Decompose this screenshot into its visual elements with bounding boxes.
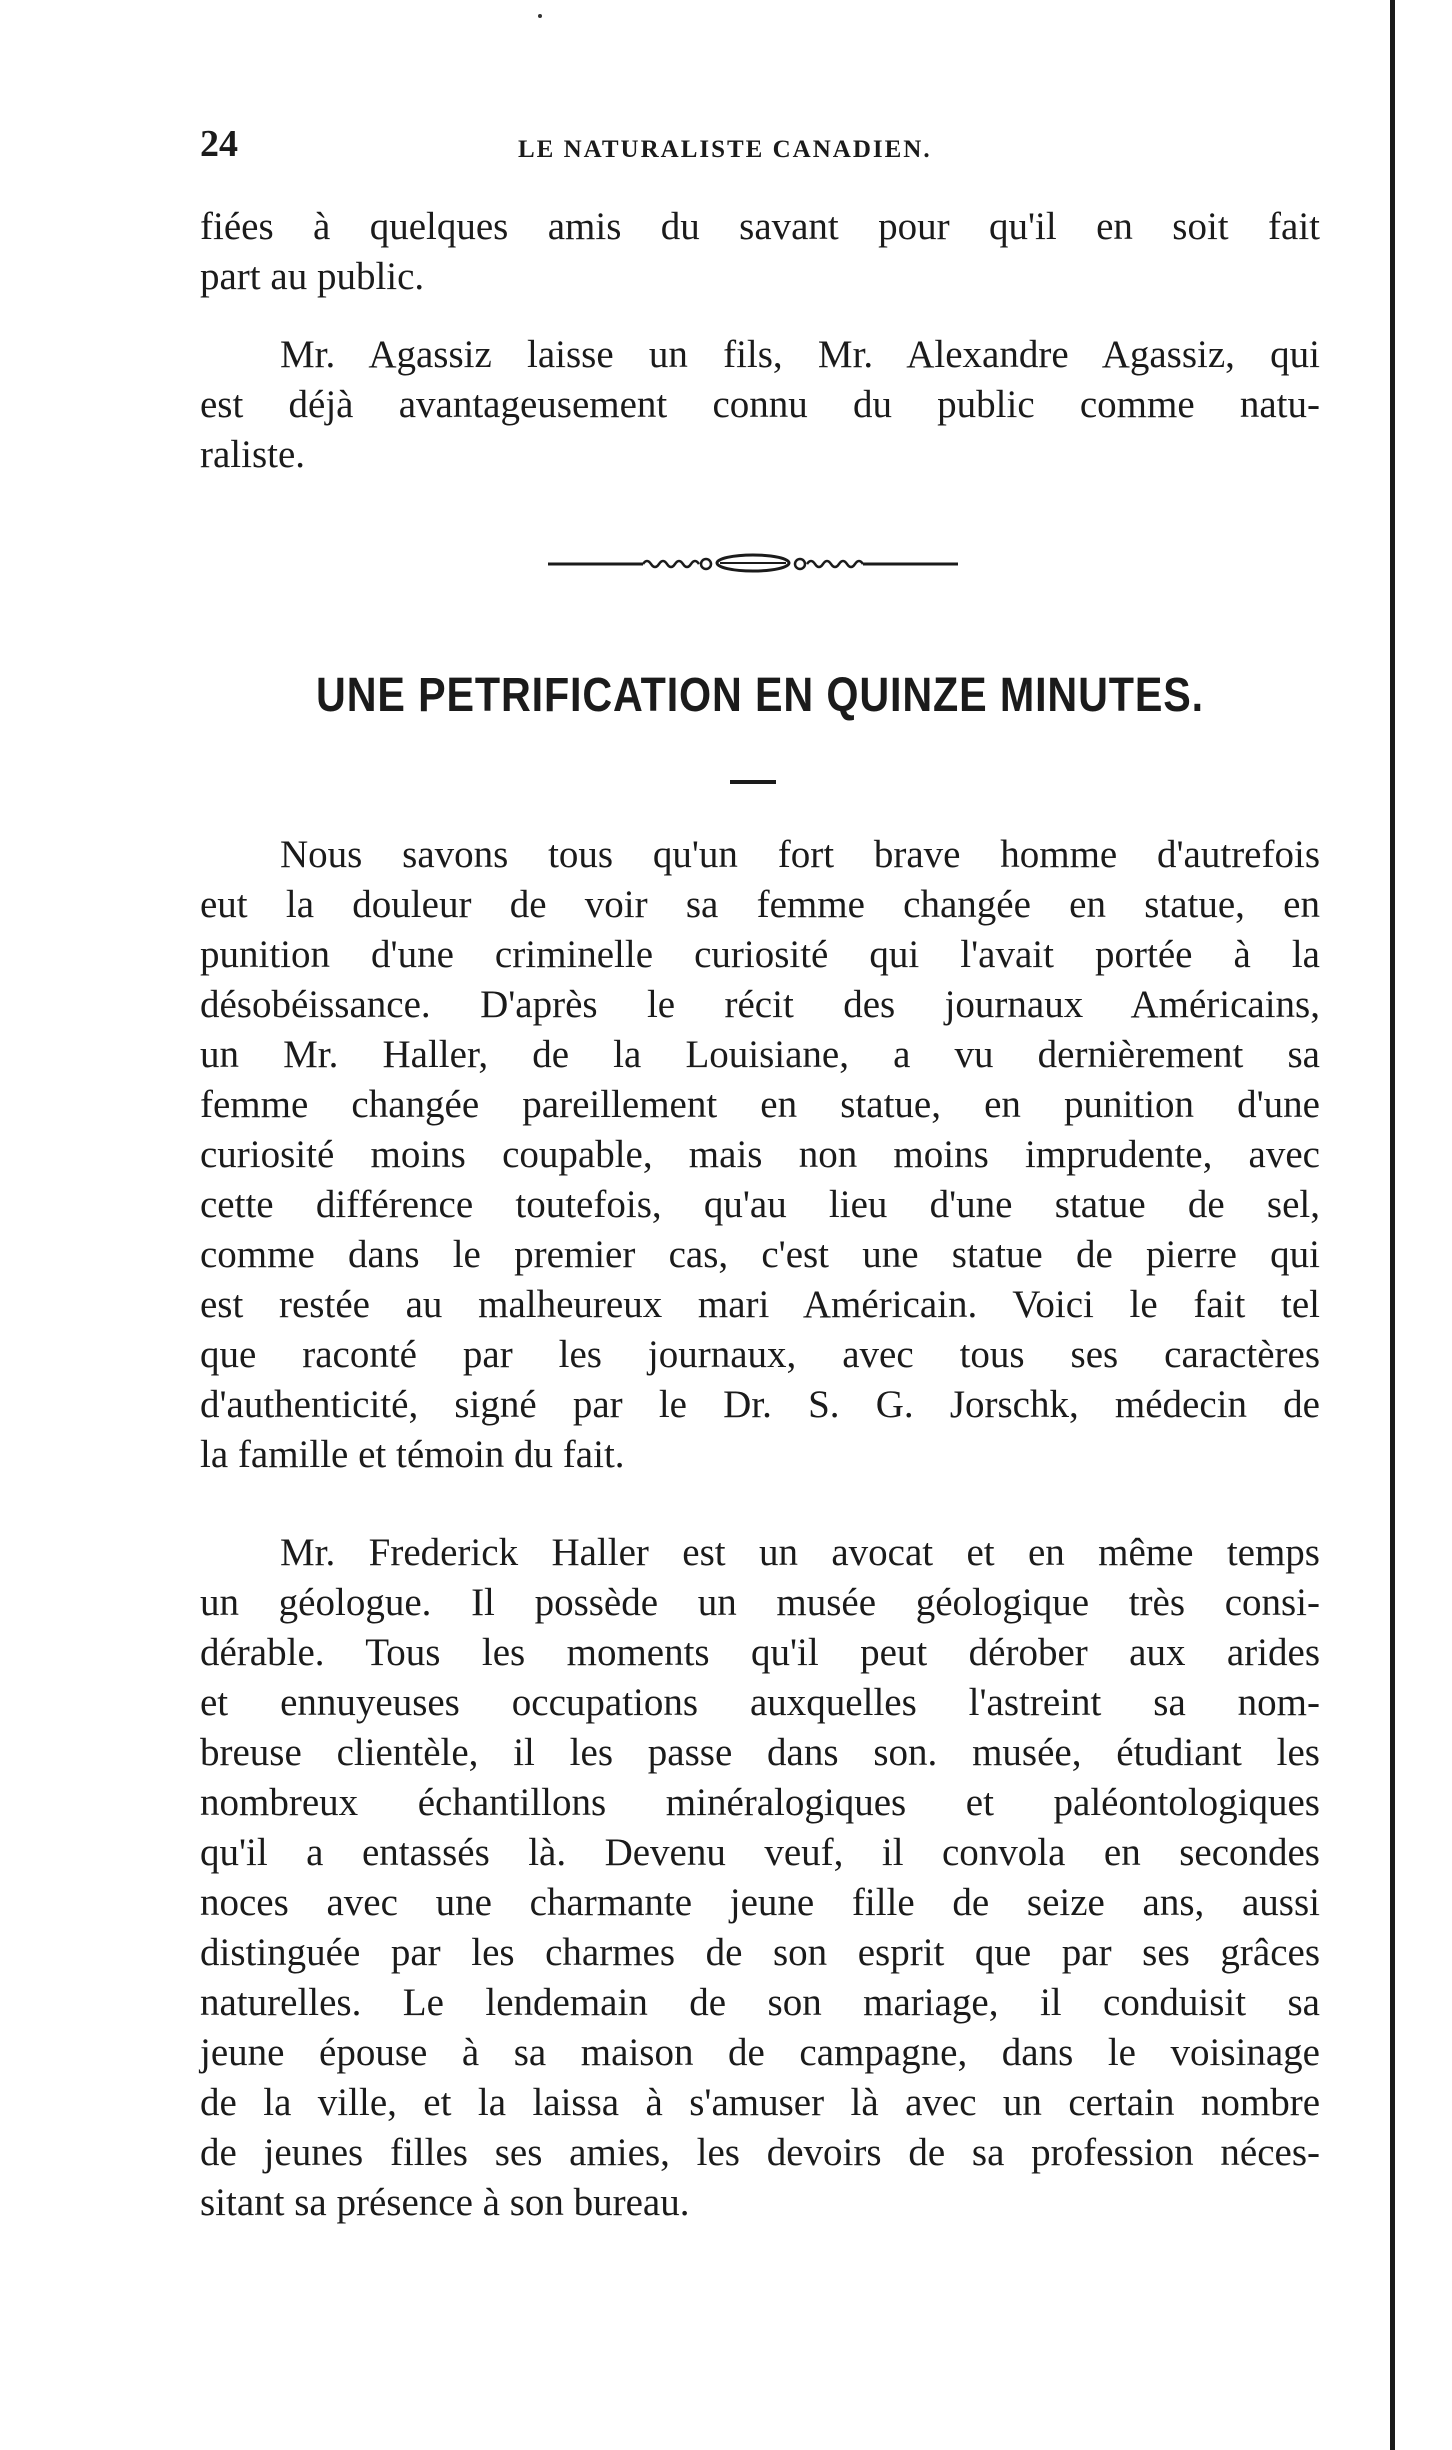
- journal-title: LE NATURALISTE CANADIEN.: [518, 136, 932, 163]
- text-line: fiées à quelques amis du savant pour qu'il en soit fait: [200, 205, 1320, 248]
- page-edge-rule: [1390, 0, 1395, 2450]
- text-line: de la ville, et la laissa à s'amuser là avec un certain nombre: [200, 2081, 1320, 2124]
- text-line: comme dans le premier cas, c'est une statue de pierre qui: [200, 1233, 1320, 1276]
- text-line: est restée au malheureux mari Américain. Voici le fait tel: [200, 1283, 1320, 1326]
- running-head: [200, 122, 1330, 172]
- text-line: nombreux échantillons minéralogiques et paléontologiques: [200, 1781, 1320, 1824]
- paragraph-haller-story: [200, 1528, 1320, 2228]
- title-rule: [730, 780, 776, 784]
- paragraph-petrification-intro: [200, 830, 1320, 1480]
- text-line: noces avec une charmante jeune fille de seize ans, aussi: [200, 1881, 1320, 1924]
- text-line: raliste.: [200, 433, 306, 476]
- text-line: part au public.: [200, 255, 425, 298]
- section-divider-ornament: [548, 548, 958, 578]
- paragraph-closing-previous: [200, 202, 1320, 302]
- text-line: Nous savons tous qu'un fort brave homme d'autrefois: [280, 833, 1320, 876]
- text-line: la famille et témoin du fait.: [200, 1433, 625, 1476]
- text-line: breuse clientèle, il les passe dans son. musée, étudiant les: [200, 1731, 1320, 1774]
- text-line: punition d'une criminelle curiosité qui l'avait portée à la: [200, 933, 1320, 976]
- text-line: cette différence toutefois, qu'au lieu d'une statue de sel,: [200, 1183, 1320, 1226]
- text-line: curiosité moins coupable, mais non moins imprudente, avec: [200, 1133, 1320, 1176]
- speck: [538, 14, 542, 18]
- text-line: jeune épouse à sa maison de campagne, dans le voisinage: [200, 2031, 1320, 2074]
- text-line: dérable. Tous les moments qu'il peut dérober aux arides: [200, 1631, 1320, 1674]
- article-title: UNE PETRIFICATION EN QUINZE MINUTES.: [316, 669, 1204, 722]
- text-line: Mr. Agassiz laisse un fils, Mr. Alexandre Agassiz, qui: [280, 333, 1320, 376]
- text-line: désobéissance. D'après le récit des journaux Américains,: [200, 983, 1320, 1026]
- paragraph-agassiz-son: [200, 330, 1320, 480]
- text-line: qu'il a entassés là. Devenu veuf, il convola en secondes: [200, 1831, 1320, 1874]
- text-line: et ennuyeuses occupations auxquelles l'astreint sa nom-: [200, 1681, 1320, 1724]
- text-line: Mr. Frederick Haller est un avocat et en même temps: [280, 1531, 1320, 1574]
- text-line: distinguée par les charmes de son esprit que par ses grâces: [200, 1931, 1320, 1974]
- text-line: femme changée pareillement en statue, en punition d'une: [200, 1083, 1320, 1126]
- text-line: est déjà avantageusement connu du public comme natu-: [200, 383, 1320, 426]
- text-line: de jeunes filles ses amies, les devoirs de sa profession néces-: [200, 2131, 1320, 2174]
- text-line: un géologue. Il possède un musée géologique très consi-: [200, 1581, 1320, 1624]
- text-line: un Mr. Haller, de la Louisiane, a vu dernièrement sa: [200, 1033, 1320, 1076]
- text-line: que raconté par les journaux, avec tous ses caractères: [200, 1333, 1320, 1376]
- text-line: naturelles. Le lendemain de son mariage, il conduisit sa: [200, 1981, 1320, 2024]
- page-number: 24: [200, 123, 238, 165]
- text-line: d'authenticité, signé par le Dr. S. G. Jorschk, médecin de: [200, 1383, 1320, 1426]
- text-line: eut la douleur de voir sa femme changée en statue, en: [200, 883, 1320, 926]
- text-line: sitant sa présence à son bureau.: [200, 2181, 690, 2224]
